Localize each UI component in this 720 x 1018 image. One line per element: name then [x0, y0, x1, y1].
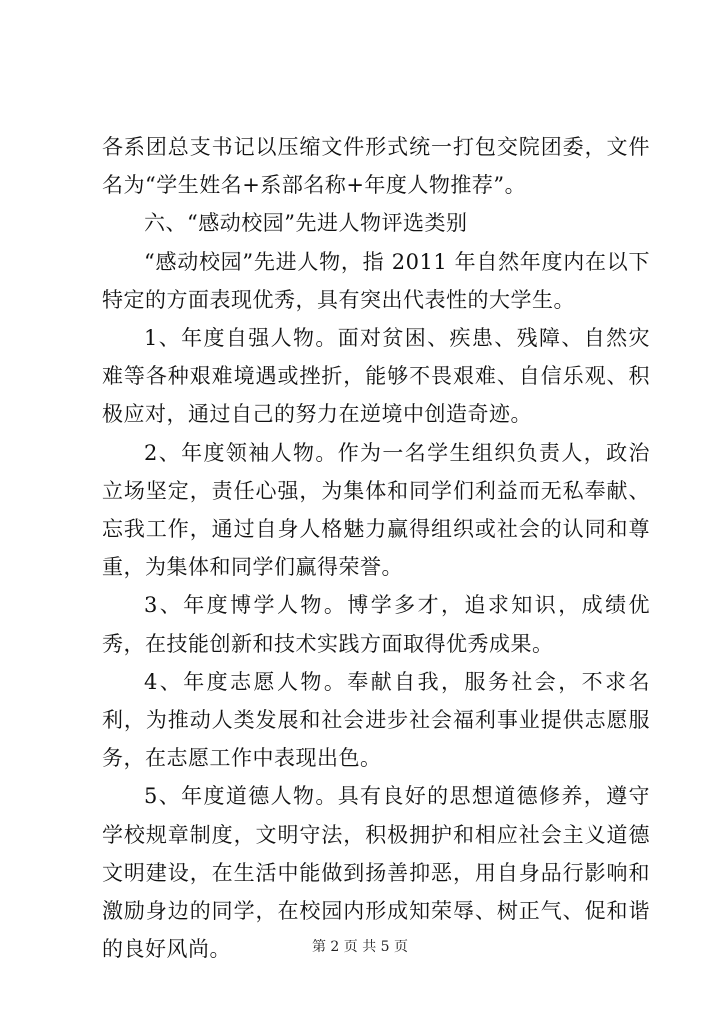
paragraph-continuation: 各系团总支书记以压缩文件形式统一打包交院团委，文件名为“学生姓名+系部名称+年度人物推荐”。	[102, 135, 650, 198]
document-body	[102, 128, 650, 968]
paragraph-category-3: 3、年度博学人物。博学多才，追求知识，成绩优秀，在技能创新和技术实践方面取得优秀成果。	[102, 593, 650, 656]
paragraph-category-1: 1、年度自强人物。面对贫困、疾患、残障、自然灾难等各种艰难境遇或挫折，能够不畏艰难、自信乐观、积极应对，通过自己的努力在逆境中创造奇迹。	[102, 326, 650, 427]
paragraph-category-4: 4、年度志愿人物。奉献自我，服务社会，不求名利，为推动人类发展和社会进步社会福利事业提供志愿服务，在志愿工作中表现出色。	[102, 669, 650, 771]
paragraph-definition: “感动校园”先进人物，指 2011 年自然年度内在以下特定的方面表现优秀，具有突出代表性的大学生。	[102, 249, 650, 312]
page-footer: 第 2 页 共 5 页	[311, 939, 409, 955]
section-heading: 六、“感动校园”先进人物评选类别	[144, 211, 468, 236]
paragraph-category-5: 5、年度道德人物。具有良好的思想道德修养，遵守学校规章制度，文明守法，积极拥护和相应社会主义道德文明建设，在生活中能做到扬善抑恶，用自身品行影响和激励身边的同学，在校园内形成知荣辱、树正气、促和谐的良好风尚。	[102, 784, 650, 962]
paragraph-category-2: 2、年度领袖人物。作为一名学生组织负责人，政治立场坚定，责任心强，为集体和同学们利益而无私奉献、忘我工作，通过自身人格魅力赢得组织或社会的认同和尊重，为集体和同学们赢得荣誉。	[102, 440, 650, 580]
